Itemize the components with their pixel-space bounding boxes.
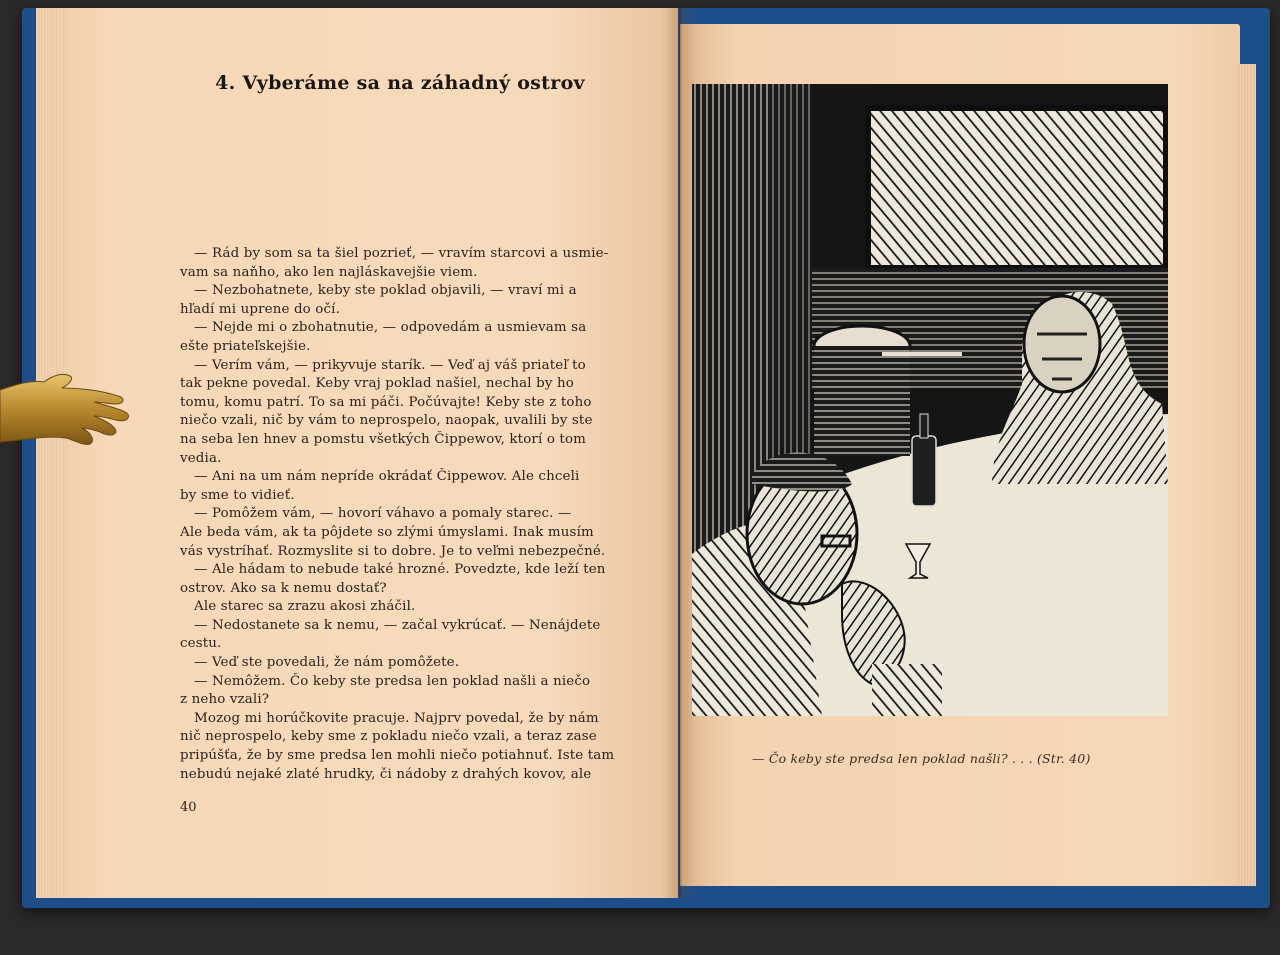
text-line: z neho vzali? xyxy=(180,692,270,708)
text-line: — Ale hádam to nebude také hrozné. Povedzte, kde leží ten xyxy=(194,562,606,578)
text-line: — Nezbohatnete, keby ste poklad objavili, — vraví mi a xyxy=(194,283,577,299)
text-line: — Veď ste povedali, že nám pomôžete. xyxy=(194,655,460,671)
chapter-title: 4. Vyberáme sa na záhadný ostrov xyxy=(215,72,585,94)
text-line: vam sa naňho, ako len najláskavejšie viem. xyxy=(180,264,478,280)
text-line: nebudú nejaké zlaté hrudky, či nádoby z drahých kovov, ale xyxy=(180,766,592,782)
text-line: niečo vzali, nič by vám to neprospelo, naopak, uvalili by ste xyxy=(180,413,593,429)
text-line: — Pomôžem vám, — hovorí váhavo a pomaly starec. — xyxy=(194,506,572,522)
text-line: — Ani na um nám nepríde okrádať Čippewov. Ale chceli xyxy=(194,469,580,485)
text-line: Ale starec sa zrazu akosi zháčil. xyxy=(194,599,416,615)
illustration-caption: — Čo keby ste predsa len poklad našli? . . . (Str. 40) xyxy=(752,751,1091,766)
text-line: hľadí mi uprene do očí. xyxy=(180,301,341,317)
text-line: — Rád by som sa ta šiel pozrieť, — vravím starcovi a usmie- xyxy=(194,246,609,261)
text-line: cestu. xyxy=(180,636,222,652)
text-line: — Nedostanete sa k nemu, — začal vykrúcať. — Nenájdete xyxy=(194,617,601,633)
text-line: tak pekne povedal. Keby vraj poklad našiel, nechal by ho xyxy=(180,376,574,392)
page-number: 40 xyxy=(180,800,197,815)
book-gutter xyxy=(662,8,696,898)
text-line: tomu, komu patrí. To sa mi páči. Počúvajte! Keby ste z toho xyxy=(180,394,592,410)
text-line: by sme to vidieť. xyxy=(180,487,295,503)
text-line: nič neprospelo, keby sme z pokladu niečo vzali, a teraz zase xyxy=(180,729,597,745)
text-line: — Nemôžem. Čo keby ste predsa len poklad našli a niečo xyxy=(194,673,591,689)
text-line: na seba len hnev a pomstu všetkých Čippewov, ktorí o tom xyxy=(180,431,587,447)
text-line: — Verím vám, — prikyvuje starík. — Veď aj váš priateľ to xyxy=(194,357,586,373)
brass-hand-icon xyxy=(0,360,140,460)
text-line: vás vystríhať. Rozmyslite si to dobre. Je to veľmi nebezpečné. xyxy=(180,543,606,559)
text-line: pripúšťa, že by sme predsa len mohli niečo potiahnuť. Iste tam xyxy=(180,748,615,764)
illustration xyxy=(692,84,1168,716)
text-line: Ale beda vám, ak ta pôjdete so zlými úmyslami. Inak musím xyxy=(180,524,594,540)
text-line: vedia. xyxy=(180,450,222,466)
text-line: — Nejde mi o zbohatnutie, — odpovedám a usmievam sa xyxy=(194,320,587,336)
text-line: ostrov. Ako sa k nemu dostať? xyxy=(180,580,387,596)
body-text xyxy=(180,245,650,784)
right-page-edges xyxy=(1236,64,1256,886)
text-line: Mozog mi horúčkovite pracuje. Najprv povedal, že by nám xyxy=(194,710,599,726)
text-line: ešte priateľskejšie. xyxy=(180,338,311,354)
